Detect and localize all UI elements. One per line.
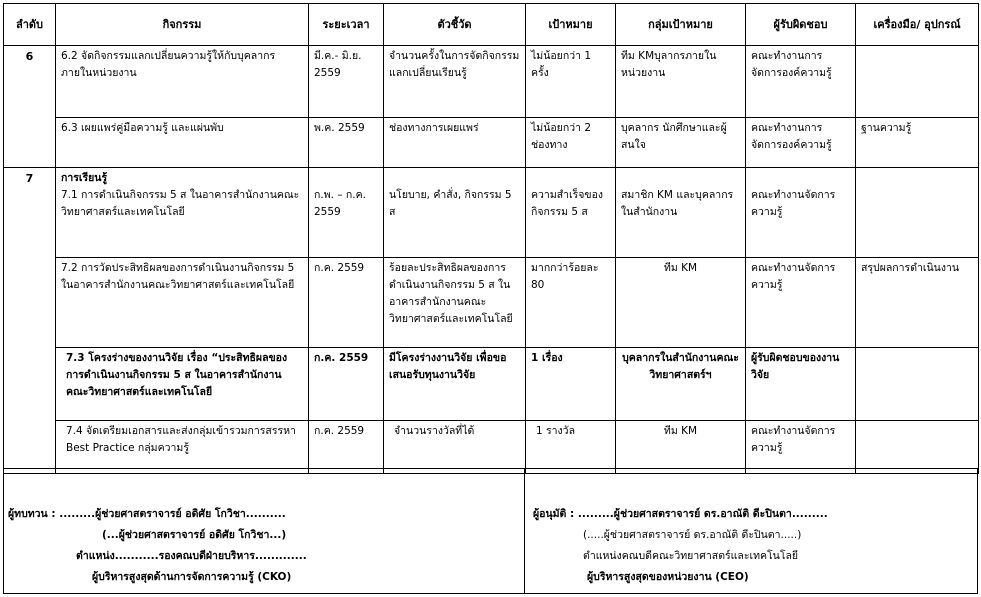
row-activity: 7.3 โครงร่างของงานวิจัย เรื่อง “ประสิทธิผลของการดำเนินงานกิจกรรม 5 ส ในอาคารสำนักงานคณะวิทยาศาสตร์และเทคโนโลยี <box>56 348 309 421</box>
table-header-row <box>4 4 979 46</box>
row-responsible: ผู้รับผิดชอบของงานวิจัย <box>746 348 856 421</box>
row-order <box>4 348 56 421</box>
row-target-group: บุคลากร นักศึกษาและผู้สนใจ <box>616 118 746 168</box>
approver-position: ตำแหน่งคณบดีคณะวิทยาศาสตร์และเทคโนโลยี <box>583 550 799 562</box>
row-responsible: คณะทำงานจัดการความรู้ <box>746 258 856 348</box>
row-indicator: จำนวนครั้งในการจัดกิจกรรมแลกเปลี่ยนเรียนรู้ <box>384 46 526 118</box>
row-indicator: ช่องทางการเผยแพร่ <box>384 118 526 168</box>
table-row <box>4 168 979 258</box>
row-target-group: บุคลากรในสำนักงานคณะวิทยาศาสตร์ฯ <box>616 348 746 421</box>
row-order <box>4 118 56 168</box>
km-plan-table <box>3 3 979 474</box>
reviewer-position: ตำแหน่ง...........รองคณบดีฝ่ายบริหาร............. <box>76 550 307 562</box>
header-order: ลำดับ <box>4 4 56 46</box>
row-tools <box>856 168 979 258</box>
row-order <box>4 258 56 348</box>
row-period: พ.ค. 2559 <box>309 118 384 168</box>
reviewer-role: ผู้บริหารสูงสุดด้านการจัดการความรู้ (CKO) <box>92 571 292 583</box>
table-row <box>4 46 979 118</box>
row-target: 1 เรื่อง <box>526 348 616 421</box>
row-activity: 7.1 การดำเนินกิจกรรม 5 ส ในอาคารสำนักงานคณะวิทยาศาสตร์และเทคโนโลยี <box>61 189 300 218</box>
row-indicator: จำนวนรางวัลที่ได้ <box>384 421 526 474</box>
row-period: ก.ค. 2559 <box>309 348 384 421</box>
header-responsible: ผู้รับผิดชอบ <box>746 4 856 46</box>
row-activity: 6.3 เผยแพร่คู่มือความรู้ และแผ่นพับ <box>56 118 309 168</box>
approver-role: ผู้บริหารสูงสุดของหน่วยงาน (CEO) <box>587 571 749 583</box>
row-activity-cell <box>56 168 309 258</box>
approver-name: (.....ผู้ช่วยศาสตราจารย์ ดร.อาณัติ ดีะปินตา.....) <box>583 529 802 541</box>
row-responsible: คณะทำงานการจัดการองค์ความรู้ <box>746 46 856 118</box>
row-activity: 6.2 จัดกิจกรรมแลกเปลี่ยนความรู้ให้กับบุคลากรภายในหน่วยงาน <box>56 46 309 118</box>
reviewer-signature-block <box>3 468 525 594</box>
row-target-group: สมาชิก KM และบุคลากรในสำนักงาน <box>616 168 746 258</box>
approver-line: ผู้อนุมัติ : .........ผู้ช่วยศาสตราจารย์ ดร.อาณัติ ดีะปินตา......... <box>533 508 828 520</box>
row-order <box>4 421 56 474</box>
table-row <box>4 421 979 474</box>
header-tools: เครื่องมือ/ อุปกรณ์ <box>856 4 979 46</box>
section-title: การเรียนรู้ <box>61 172 108 184</box>
row-target: 1 รางวัล <box>526 421 616 474</box>
row-indicator: นโยบาย, คำสั่ง, กิจกรรม 5 ส <box>384 168 526 258</box>
row-indicator: มีโครงร่างงานวิจัย เพื่อขอเสนอรับทุนงานวิจัย <box>384 348 526 421</box>
table-row <box>4 348 979 421</box>
row-responsible: คณะทำงานจัดการความรู้ <box>746 421 856 474</box>
row-period: มี.ค.- มิ.ย. 2559 <box>309 46 384 118</box>
reviewer-line: ผู้ทบทวน : .........ผู้ช่วยศาสตราจารย์ อดิศัย โกวิชา.......... <box>8 508 286 520</box>
row-tools <box>856 421 979 474</box>
row-responsible: คณะทำงานจัดการความรู้ <box>746 168 856 258</box>
row-target: ไม่น้อยกว่า 2 ช่องทาง <box>526 118 616 168</box>
row-period: ก.พ. – ก.ค. 2559 <box>309 168 384 258</box>
row-responsible: คณะทำงานการจัดการองค์ความรู้ <box>746 118 856 168</box>
row-order: 6 <box>4 46 56 118</box>
row-target: ไม่น้อยกว่า 1 ครั้ง <box>526 46 616 118</box>
approver-signature-block <box>525 468 978 594</box>
row-period: ก.ค. 2559 <box>309 421 384 474</box>
row-tools: ฐานความรู้ <box>856 118 979 168</box>
header-period: ระยะเวลา <box>309 4 384 46</box>
row-tools: สรุปผลการดำเนินงาน <box>856 258 979 348</box>
reviewer-name: (...ผู้ช่วยศาสตราจารย์ อดิศัย โกวิชา...) <box>102 529 287 541</box>
row-target-group: ทีม KM <box>616 258 746 348</box>
row-target-group: ทีม KMบุลากรภายในหน่วยงาน <box>616 46 746 118</box>
table-row <box>4 118 979 168</box>
row-activity: 7.4 จัดเตรียมเอกสารและส่งกลุ่มเข้ารวมการสรรหา Best Practice กลุ่มความรู้ <box>56 421 309 474</box>
header-target: เป้าหมาย <box>526 4 616 46</box>
row-tools <box>856 348 979 421</box>
table-row <box>4 258 979 348</box>
row-target-group: ทีม KM <box>616 421 746 474</box>
row-period: ก.ค. 2559 <box>309 258 384 348</box>
row-order: 7 <box>4 168 56 258</box>
header-indicator: ตัวชี้วัด <box>384 4 526 46</box>
header-activity: กิจกรรม <box>56 4 309 46</box>
row-indicator: ร้อยละประสิทธิผลของการดำเนินงานกิจกรรม 5 ส ในอาคารสำนักงานคณะวิทยาศาสตร์และเทคโนโลยี <box>384 258 526 348</box>
row-activity: 7.2 การวัดประสิทธิผลของการดำเนินงานกิจกรรม 5 ในอาคารสำนักงานคณะวิทยาศาสตร์และเทคโนโลยี <box>56 258 309 348</box>
row-tools <box>856 46 979 118</box>
row-target: ความสำเร็จของกิจกรรม 5 ส <box>526 168 616 258</box>
header-target-group: กลุ่มเป้าหมาย <box>616 4 746 46</box>
row-target: มากกว่าร้อยละ 80 <box>526 258 616 348</box>
